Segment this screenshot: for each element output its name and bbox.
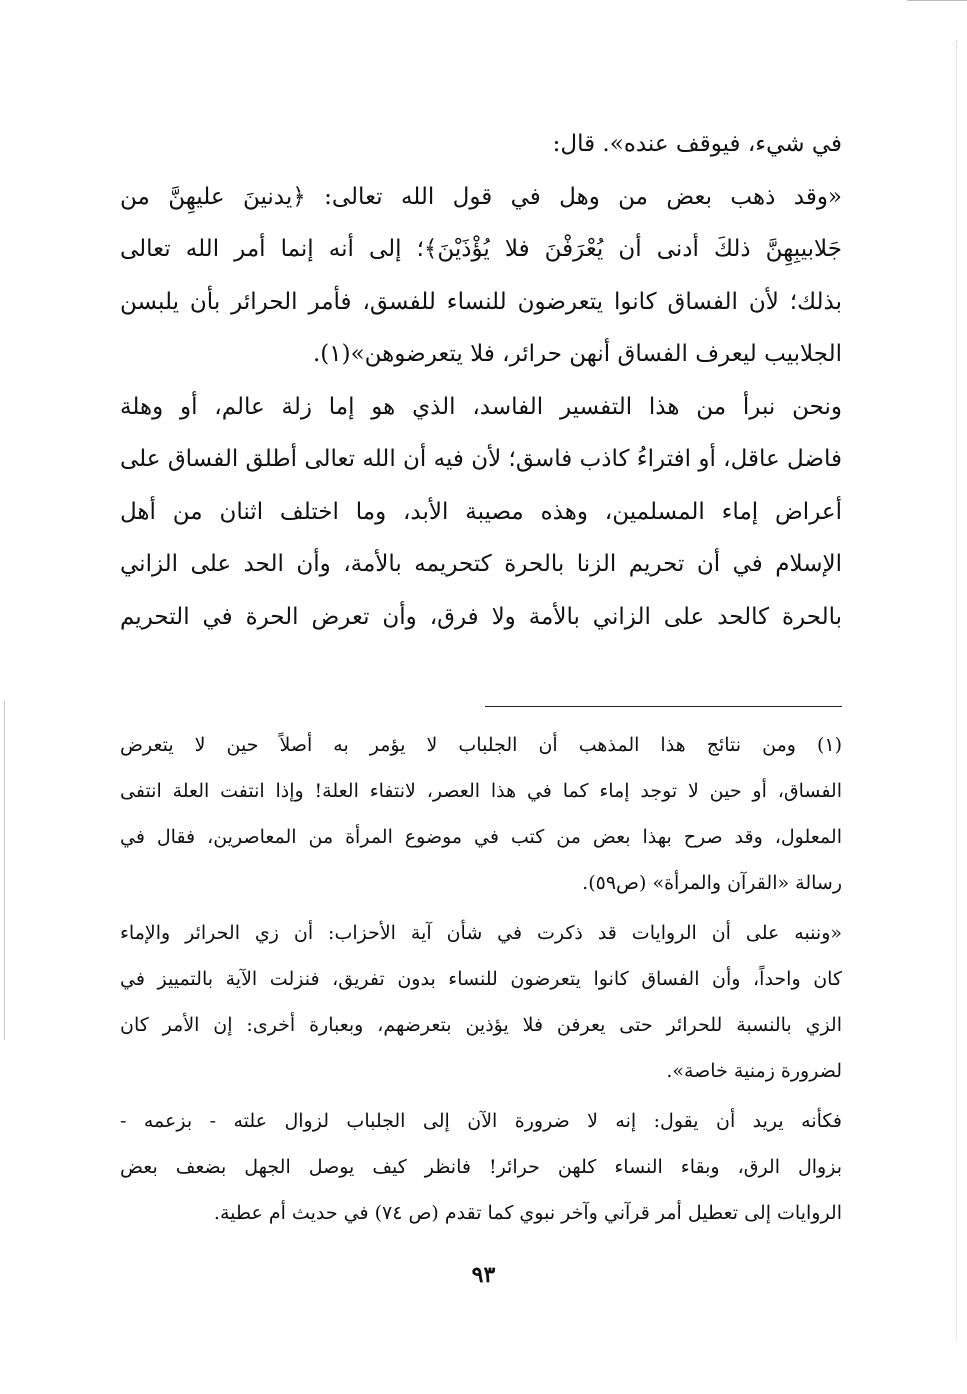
- main-text-line: بالحرة كالحد على الزاني بالأمة ولا فرق، وأن تعرض الحرة في التحريم: [120, 603, 842, 630]
- main-text-line: في شيء، فيوقف عنده». قال:: [552, 131, 842, 157]
- footnote-line: الزي بالنسبة للحرائر حتى يعرفن فلا يؤذين بتعرضهم، وبعبارة أخرى: إن الأمر كان: [120, 1014, 842, 1036]
- main-text-line: أعراض إماء المسلمين، وهذه مصيبة الأبد، وما اختلف اثنان من أهل: [120, 498, 842, 525]
- scan-edge-line: [4, 700, 6, 1040]
- main-text-line: ونحن نبرأ من هذا التفسير الفاسد، الذي هو إما زلة عالم، أو وهلة: [120, 393, 842, 420]
- footnote-line: رسالة «القرآن والمرأة» (ص٥٩).: [582, 872, 842, 894]
- main-text-line: الإسلام في أن تحريم الزنا بالحرة كتحريمه بالأمة، وأن الحد على الزاني: [120, 551, 842, 577]
- main-text: [120, 118, 842, 643]
- footnote-block: [120, 722, 842, 906]
- footnote-line: كان واحداً، وأن الفساق كانوا يتعرضون للنساء بدون تفريق، فنزلت الآية بالتمييز في: [120, 968, 842, 990]
- main-text-line: «وقد ذهب بعض من وهل في قول الله تعالى: ﴿يدنينَ عليهِنَّ من: [120, 183, 842, 210]
- footnote-separator: [485, 706, 842, 707]
- footnote-line: «وننبه على أن الروايات قد ذكرت في شأن آية الأحزاب: أن زي الحرائر والإماء: [120, 922, 842, 944]
- footnote-line: الفساق، أو حين لا توجد إماء كما في هذا العصر، لانتفاء العلة! وإذا انتفت العلة انتفى: [120, 780, 842, 802]
- scan-edge-dots: [955, 40, 957, 1340]
- page-number: ٩٣: [471, 1262, 496, 1288]
- scan-edge-mark: [907, 0, 967, 7]
- footnote-block: [120, 1098, 842, 1236]
- footnote-line: لضرورة زمنية خاصة».: [666, 1060, 842, 1082]
- footnote-line: المعلول، وقد صرح بهذا بعض من كتب في موضوع المرأة من المعاصرين، فقال في: [120, 826, 842, 848]
- footnote-line: (١) ومن نتائج هذا المذهب أن الجلباب لا يؤمر به أصلاً حين لا يتعرض: [120, 734, 842, 756]
- footnotes: [120, 722, 842, 1236]
- footnote-line: الروايات إلى تعطيل أمر قرآني وآخر نبوي كما تقدم (ص ٧٤) في حديث أم عطية.: [213, 1202, 842, 1224]
- main-text-line: فاضل عاقل، أو افتراءُ كاذب فاسق؛ لأن فيه أن الله تعالى أطلق الفساق على: [120, 446, 842, 472]
- main-text-line: جَلابيبِهِنَّ ذلكَ أدنى أن يُعْرَفْنَ فلا يُؤْذَيْنَ﴾؛ إلى أنه إنما أمر الله تعالى: [120, 236, 842, 262]
- main-text-line: بذلك؛ لأن الفساق كانوا يتعرضون للنساء للفسق، فأمر الحرائر بأن يلبسن: [120, 288, 842, 315]
- footnote-line: فكأنه يريد أن يقول: إنه لا ضرورة الآن إلى الجلباب لزوال علته - بزعمه -: [120, 1110, 842, 1132]
- main-text-line: الجلابيب ليعرف الفساق أنهن حرائر، فلا يتعرضوهن»(١).: [312, 341, 842, 367]
- footnote-line: بزوال الرق، وبقاء النساء كلهن حرائر! فانظر كيف يوصل الجهل بضعف بعض: [120, 1156, 842, 1178]
- footnote-block: [120, 910, 842, 1094]
